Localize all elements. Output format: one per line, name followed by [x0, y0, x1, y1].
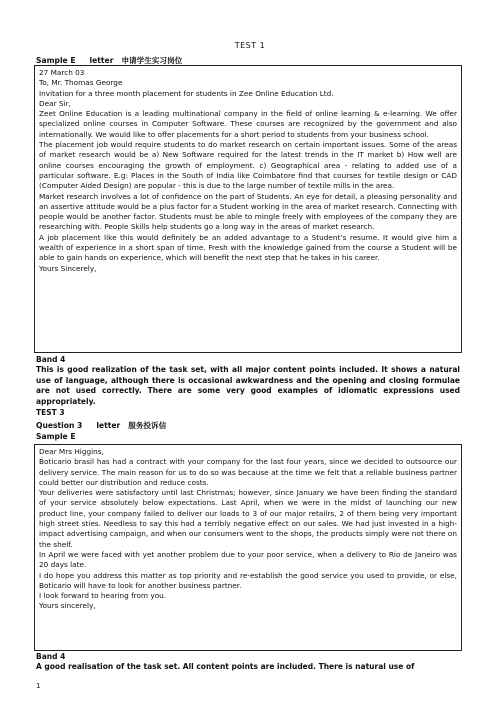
letter-paragraph: In April we were faced with yet another problem due to your poor service, when a delivery to Rio de Janeiro was 20 days late. [39, 549, 457, 570]
letter-paragraph: Dear Mrs Higgins, [39, 447, 104, 456]
letter-paragraph: Yours sincerely, [39, 601, 96, 611]
type-label: letter [96, 421, 121, 430]
band-score-1: Band 4 [36, 355, 66, 364]
question-label: Question 3 [36, 421, 83, 430]
letter-paragraph: 27 March 03 [39, 68, 85, 77]
letter-paragraph: Market research involves a lot of confidence on the part of Students. An eye for detail, a pleasing personality and an assertive attitude would be a plus factor for a Student working in the area of market research. Connecting with people would be another factor. Students must be able to mingle freely with employees of the company they are researching with. People Skills help students go a long way in the areas of market research. [39, 191, 457, 232]
section2-heading [36, 420, 166, 431]
letter-paragraph: Yours Sincerely, [39, 263, 97, 273]
letter-paragraph: Dear Sir, [39, 98, 71, 108]
letter-paragraph: Boticario brasil has had a contract with your company for the last four years, since we decided to outsource our delivery service. The main reason for us to do so was because at the time we felt that a reliable business partner could better our distribution and reduce costs. [39, 457, 457, 487]
sample-label-2: Sample E [36, 432, 76, 441]
letter-paragraph: I look forward to hearing from you. [39, 591, 167, 601]
letter-box-1 [34, 65, 462, 353]
letter-paragraph: Your deliveries were satisfactory until last Christmas; however, since January we have been finding the standard of your service absolutely below expectations. Last April, when we were in the midst of launching our new product line, your company failed to deliver our loads to 3 of our major retailrs, 2 of them being very important high street sties. Needless to say this had a terribly negative effect on our sales. We had just invested in a high-impact advertising campaign, and when our consumers went to the shops, the products simply were not there on the shelf. [39, 488, 457, 549]
sample-label: Sample E [36, 56, 76, 65]
examiner-comment-2: A good realisation of the task set. All content points are included. There is natural use of [36, 662, 415, 671]
letter-paragraph: The placement job would require students to do market research on certain important issues. Some of the areas of market research would be a) New Software required for the latest trends in the IT market b) How well are online courses encouraging the growth of employment. c) Geographical area - relating to added use of a particular software. E.g: Places in the South of India like Coimbatore find that courses for textile design or CAD (Computer Aided Design) are popular - this is due to the large number of textile mills in the area. [39, 140, 457, 191]
letter-paragraph: To, Mr. Thomas George [39, 78, 123, 88]
letter-paragraph: Invitation for a three month placement for students in Zee Online Education Ltd. [39, 88, 334, 98]
page-number: 1 [36, 682, 41, 690]
title-cn: 服务投诉信 [128, 421, 167, 430]
type-label: letter [89, 56, 114, 65]
examiner-comment-1: This is good realization of the task set, with all major content points included. It shows a natural use of language, although there is occasional awkwardness and the opening and closing formulae are not used correctly. There are some very good examples of idiomatic expressions used appropriately. [36, 365, 460, 406]
letter-paragraph: I do hope you address this matter as top priority and re-establish the good service you used to provide, or else, Boticario will have to look for another business partner. [39, 570, 457, 590]
letter-box-2 [34, 444, 462, 651]
title-cn: 申请学生实习岗位 [121, 56, 183, 65]
letter-paragraph: A job placement like this would definitely be an added advantage to a Student’s resume. It would give him a wealth of experience in a short span of time. Fresh with the knowledge gained from the course a Student will be able to gain hands on experience, which will benefit the next step that he takes in his career. [39, 232, 457, 263]
letter-paragraph: Zeet Online Education is a leading multinational company in the field of online learning & e-learning. We offer specialized online courses in Computer Software. These courses are recognized by the government and also internationally. We would like to offer placements for a short period to students from your business school. [39, 109, 457, 139]
page-title: TEST 1 [234, 41, 266, 50]
band-score-2: Band 4 [36, 652, 66, 661]
test-label: TEST 3 [36, 408, 65, 417]
